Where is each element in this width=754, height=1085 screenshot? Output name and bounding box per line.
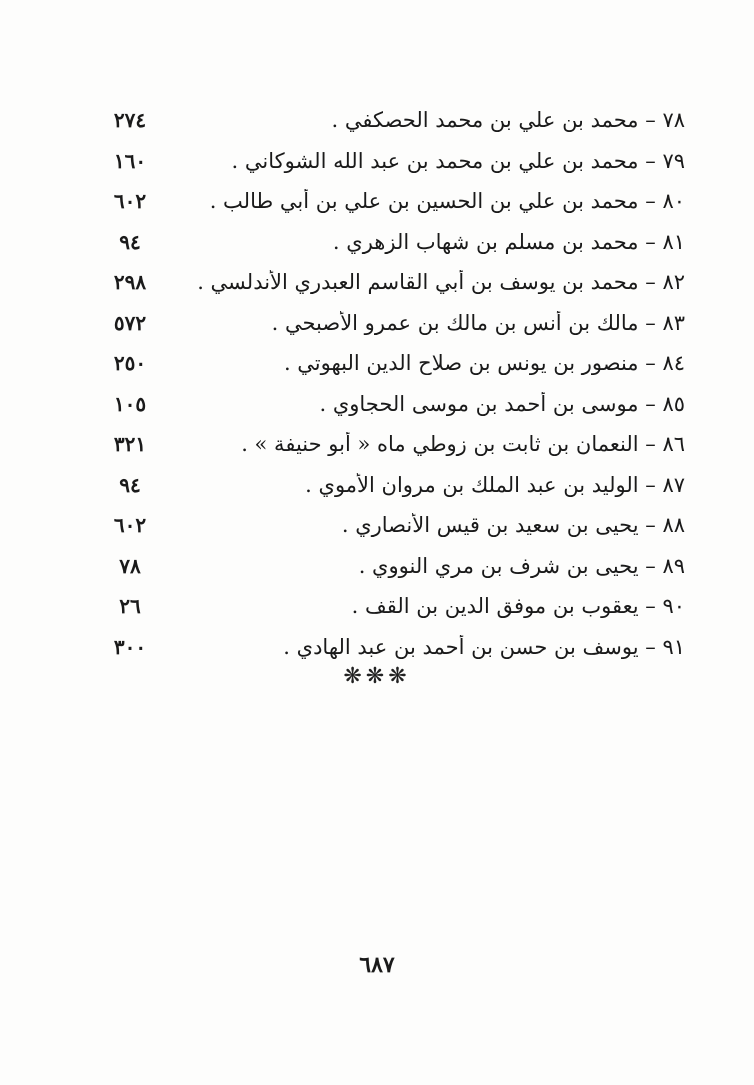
entry-page-ref: ٢٥٠ xyxy=(113,351,147,376)
entry-name: محمد بن مسلم بن شهاب الزهري . xyxy=(332,229,639,254)
toc-entry-82 xyxy=(95,262,685,303)
entry-page-ref: ١٠٥ xyxy=(113,391,147,416)
entry-number: ٨٤ xyxy=(662,351,685,376)
entry-page-ref: ٥٧٢ xyxy=(113,310,147,335)
entry-page-ref: ٢٩٨ xyxy=(113,270,147,295)
entry-text xyxy=(165,230,685,254)
toc-entry-90 xyxy=(95,586,685,627)
entry-text xyxy=(165,351,685,375)
section-separator: ❋❋❋ xyxy=(343,664,411,689)
toc-entry-86 xyxy=(95,424,685,465)
toc-entry-91 xyxy=(95,627,685,668)
entry-page-ref: ٢٦ xyxy=(119,594,141,619)
toc-entry-83 xyxy=(95,303,685,344)
entry-name: محمد بن يوسف بن أبي القاسم العبدري الأندلسي . xyxy=(197,270,639,295)
entry-dash: – xyxy=(645,148,656,173)
entry-dash: – xyxy=(645,472,656,497)
toc-entry-88 xyxy=(95,505,685,546)
entry-text xyxy=(165,513,685,537)
entry-page-ref: ٩٤ xyxy=(119,472,141,497)
toc-entry-81 xyxy=(95,222,685,263)
entry-number: ٧٩ xyxy=(662,148,685,173)
entry-name: موسى بن أحمد بن موسى الحجاوي . xyxy=(319,391,639,416)
entry-page-ref: ٢٧٤ xyxy=(113,108,147,133)
entry-page-ref: ٦٠٢ xyxy=(113,189,147,214)
entry-dash: – xyxy=(645,189,656,214)
entry-number: ٨١ xyxy=(662,229,685,254)
entry-dash: – xyxy=(645,391,656,416)
entry-text xyxy=(165,108,685,132)
entry-dash: – xyxy=(645,229,656,254)
entry-text xyxy=(165,473,685,497)
entry-number: ٨٥ xyxy=(662,391,685,416)
entry-name: الوليد بن عبد الملك بن مروان الأموي . xyxy=(305,472,639,497)
entry-number: ٩١ xyxy=(662,634,685,659)
toc-entry-80 xyxy=(95,181,685,222)
toc-entry-79 xyxy=(95,141,685,182)
table-of-contents xyxy=(95,100,685,667)
entry-number: ٨٧ xyxy=(662,472,685,497)
entry-number: ٨٩ xyxy=(662,553,685,578)
entry-text xyxy=(165,270,685,294)
entry-dash: – xyxy=(645,351,656,376)
entry-page-ref: ٣٢١ xyxy=(113,432,147,457)
entry-name: محمد بن علي بن محمد الحصكفي . xyxy=(331,108,639,133)
entry-name: منصور بن يونس بن صلاح الدين البهوتي . xyxy=(283,351,639,376)
entry-name: يحيى بن شرف بن مري النووي . xyxy=(358,553,639,578)
entry-name: محمد بن علي بن الحسين بن علي بن أبي طالب . xyxy=(209,189,639,214)
entry-text xyxy=(165,594,685,618)
entry-text xyxy=(165,149,685,173)
entry-name: يحيى بن سعيد بن قيس الأنصاري . xyxy=(341,513,639,538)
entry-name: يوسف بن حسن بن أحمد بن عبد الهادي . xyxy=(283,634,639,659)
entry-dash: – xyxy=(645,594,656,619)
entry-page-ref: ٣٠٠ xyxy=(113,634,147,659)
entry-number: ٨٦ xyxy=(662,432,685,457)
entry-text xyxy=(165,635,685,659)
entry-text xyxy=(165,432,685,456)
entry-dash: – xyxy=(645,108,656,133)
toc-entry-84 xyxy=(95,343,685,384)
entry-dash: – xyxy=(645,553,656,578)
entry-dash: – xyxy=(645,513,656,538)
entry-number: ٨٠ xyxy=(662,189,685,214)
entry-text xyxy=(165,189,685,213)
entry-name: يعقوب بن موفق الدين بن القف . xyxy=(351,594,639,619)
entry-dash: – xyxy=(645,432,656,457)
entry-text xyxy=(165,311,685,335)
toc-entry-78 xyxy=(95,100,685,141)
entry-number: ٩٠ xyxy=(662,594,685,619)
entry-page-ref: ٦٠٢ xyxy=(113,513,147,538)
entry-dash: – xyxy=(645,634,656,659)
entry-name: مالك بن أنس بن مالك بن عمرو الأصبحي . xyxy=(271,310,639,335)
entry-number: ٨٨ xyxy=(662,513,685,538)
entry-name: محمد بن علي بن محمد بن عبد الله الشوكاني . xyxy=(231,148,639,173)
entry-name: النعمان بن ثابت بن زوطي ماه « أبو حنيفة » . xyxy=(241,432,639,457)
entry-dash: – xyxy=(645,270,656,295)
entry-page-ref: ٧٨ xyxy=(119,553,141,578)
toc-entry-87 xyxy=(95,465,685,506)
entry-page-ref: ٩٤ xyxy=(119,229,141,254)
page-number: ٦٨٧ xyxy=(359,952,395,978)
entry-dash: – xyxy=(645,310,656,335)
entry-number: ٨٣ xyxy=(662,310,685,335)
entry-page-ref: ١٦٠ xyxy=(113,148,147,173)
entry-number: ٧٨ xyxy=(662,108,685,133)
toc-entry-85 xyxy=(95,384,685,425)
entry-text xyxy=(165,392,685,416)
entry-number: ٨٢ xyxy=(662,270,685,295)
entry-text xyxy=(165,554,685,578)
toc-entry-89 xyxy=(95,546,685,587)
